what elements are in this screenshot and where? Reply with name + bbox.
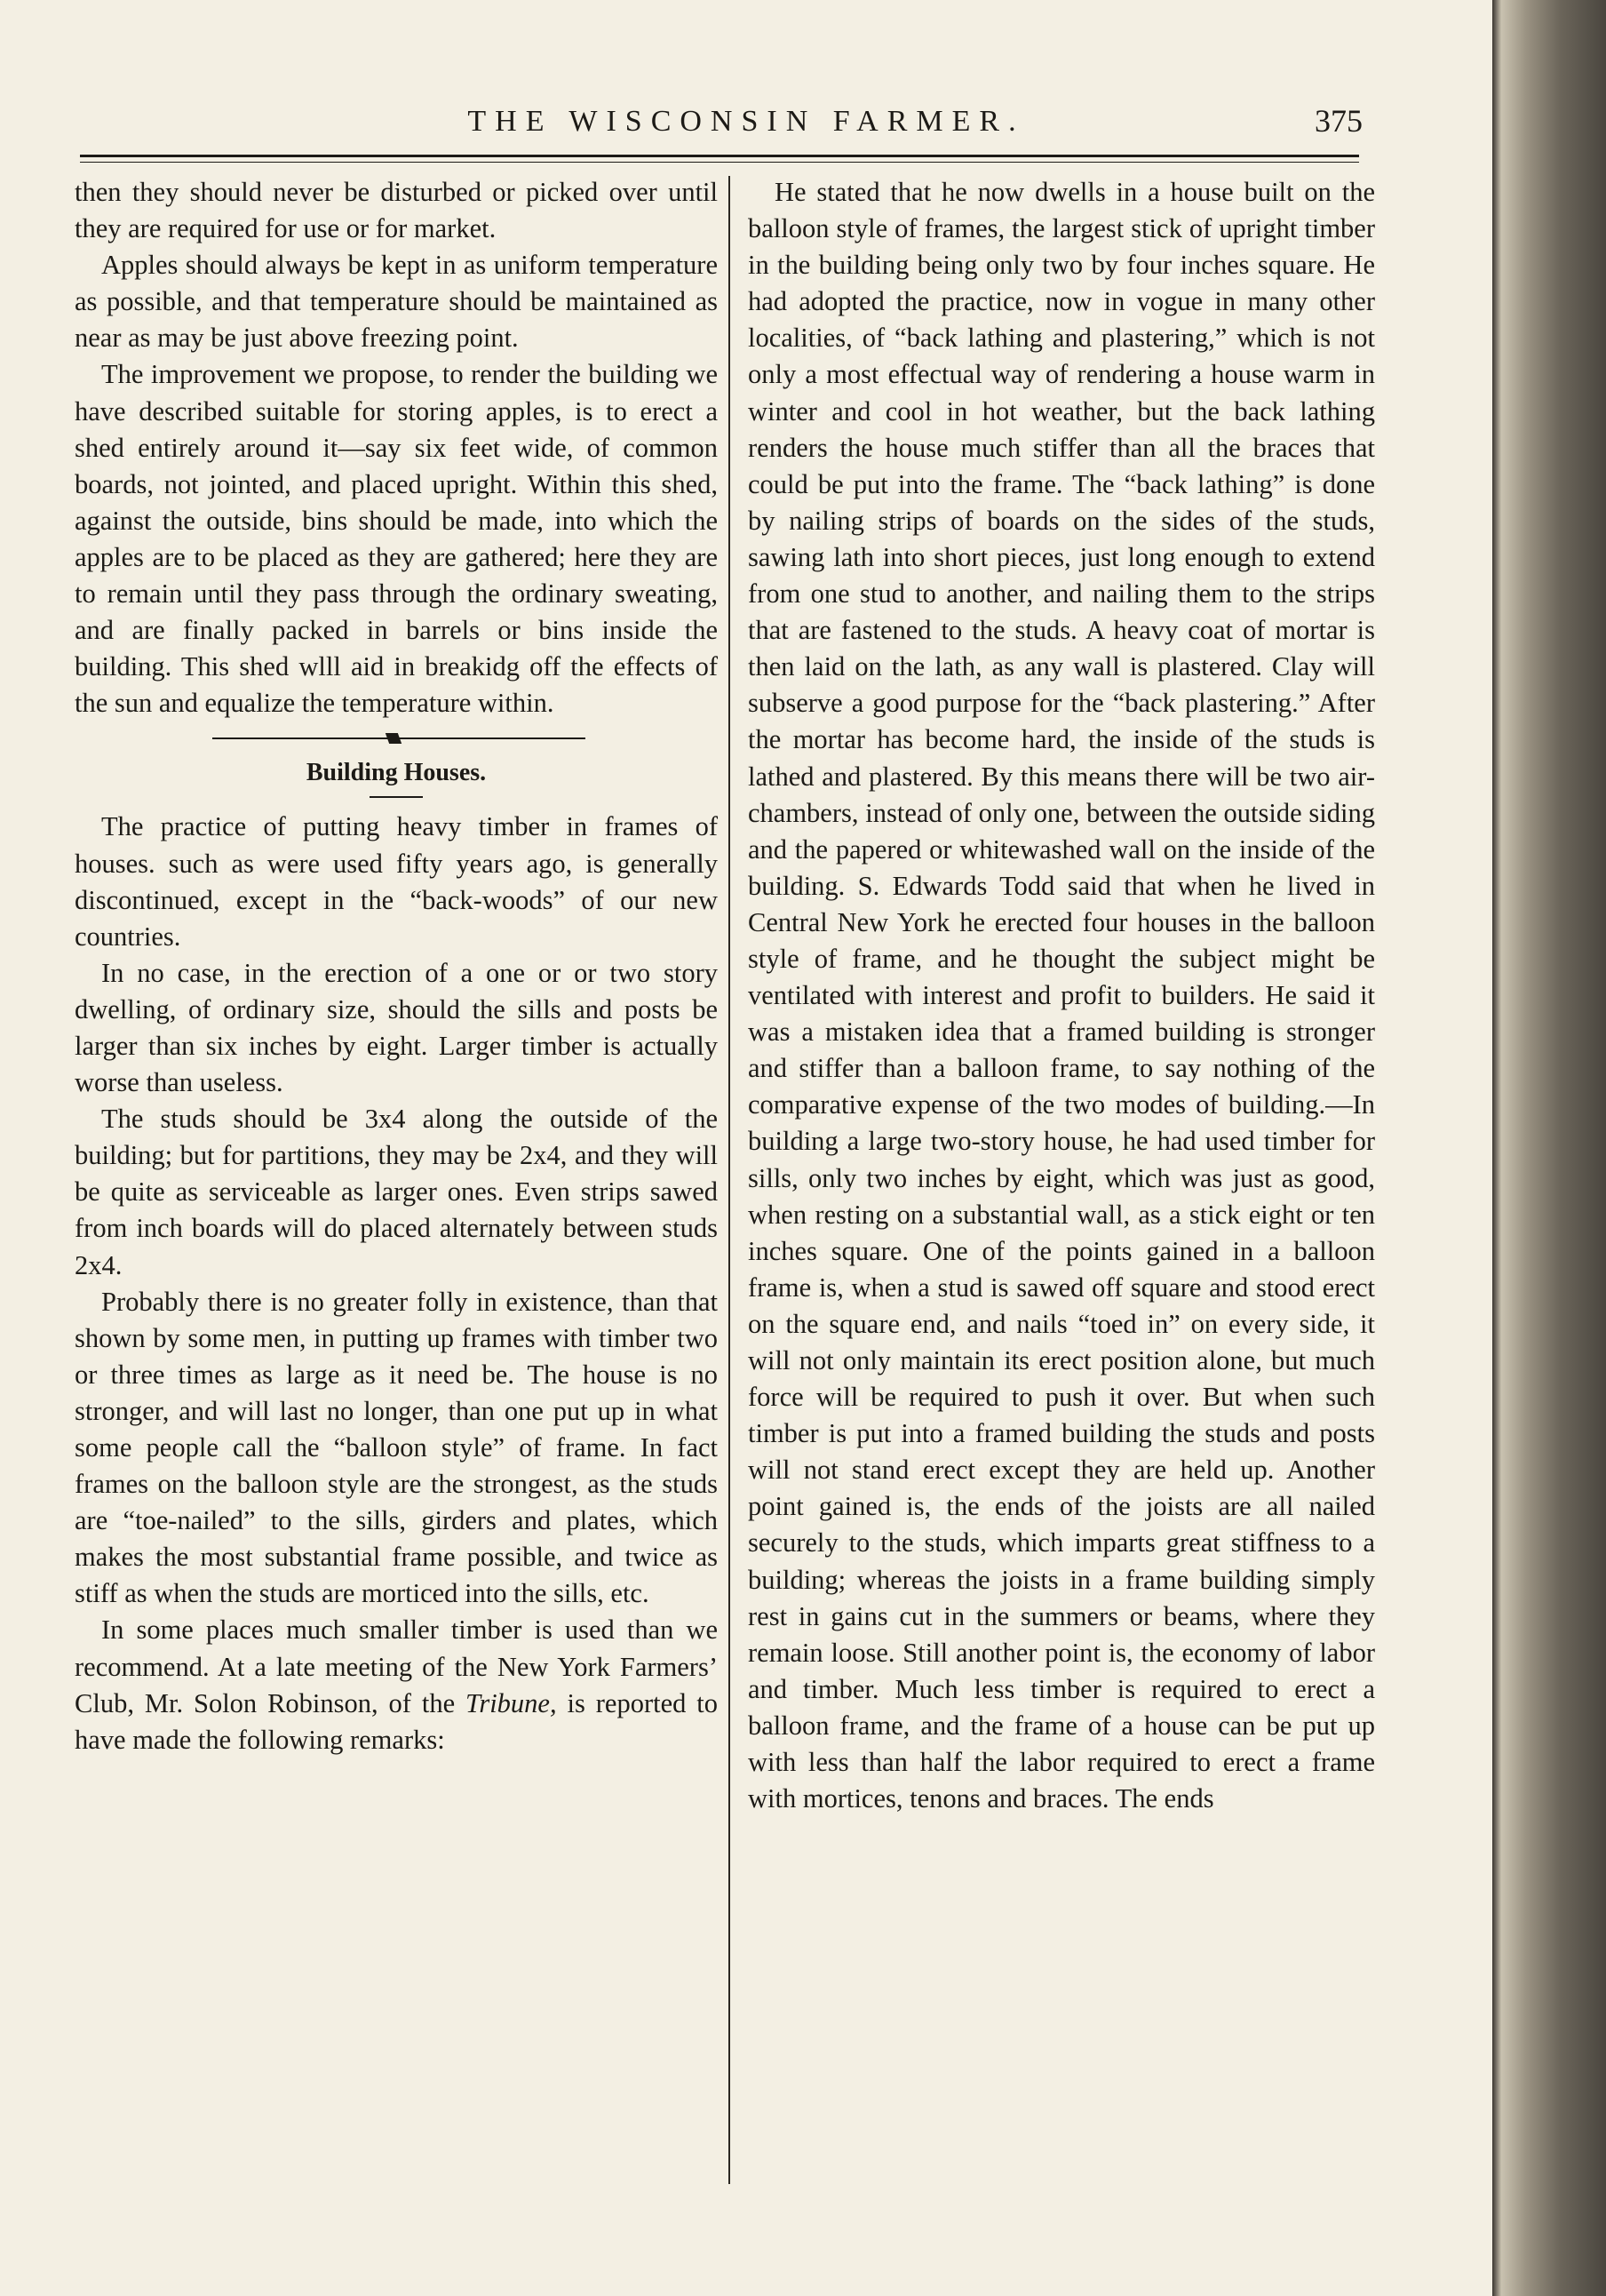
section-heading: Building Houses. — [306, 759, 487, 787]
right-column — [748, 174, 1375, 1817]
paragraph: The practice of putting heavy timber in frames of houses. such as were used fifty years ago, is generally discontinued, except in the “back-woods” of our new countries. — [75, 811, 718, 952]
paragraph: In no case, in the erection of a one or or two story dwelling, of ordinary size, should the sills and posts be larger than six inches by eight. Larger timber is actually worse than useless. — [75, 957, 718, 1098]
paragraph-with-italic — [75, 1612, 718, 1758]
column-divider — [728, 176, 730, 2184]
heading-underline — [370, 796, 423, 798]
paragraph: Apples should always be kept in as uniform temperature as possible, and that temperature should be maintained as near as may be just above freezing point. — [75, 250, 718, 354]
header-rule-thick — [80, 155, 1359, 157]
paragraph: Probably there is no greater folly in existence, than that shown by some men, in putting up frames with timber two or three times as large as it need be. The house is no stronger, and will last no longer, than one put up in what some people call the “balloon style” of frame. In fact frames on the balloon style are the strongest, as the studs are “toe-nailed” to the sills, girders and plates, which makes the most substantial frame possible, and twice as stiff as when the studs are morticed into the sills, etc. — [75, 1286, 718, 1609]
header-rule-thin — [80, 162, 1359, 163]
running-head: THE WISCONSIN FARMER. — [467, 105, 1025, 138]
paragraph: The studs should be 3x4 along the outside of the building; but for partitions, they may be 2x4, and they will be quite as serviceable as larger ones. Even strips sawed from inch boards will do placed alternately between studs 2x4. — [75, 1104, 718, 1280]
page-number: 375 — [1315, 103, 1363, 139]
paragraph: He stated that he now dwells in a house built on the balloon style of frames, the largest stick of upright timber in the building being only two by four inches square. He had adopted the practice, now in vogue in many other localities, of “back lathing and plastering,” which is not only a most effectual way of rendering a house warm in winter and cool in hot weather, but the back lathing renders the house much stiffer than all the braces that could be put into the frame. The “back lathing” is done by nailing strips of boards on the sides of the studs, sawing lath into short pieces, just long enough to extend from one stud to another, and nailing them to the strips that are fastened to the studs. A heavy coat of mortar is then laid on the lath, as any wall is plastered. Clay will subserve a good purpose for the “back plastering.” After the mortar has become hard, the inside of the studs is lathed and plastered. By this means there will be two air-chambers, instead of only one, between the outside siding and the papered or whitewashed wall on the inside of the building. S. Edwards Todd said that when he lived in Central New York he erected four houses in the balloon style of frame, and he thought the subject might be ventilated with interest and profit to builders. He said it was a mistaken idea that a framed building is stronger and stiffer than a balloon frame, to say nothing of the comparative expense of the two modes of building.—In building a large two-story house, he had used timber for sills, only two inches by eight, which was just as good, when resting on a substantial wall, as a stick eight or ten inches square. One of the points gained in a balloon frame is, when a stud is sawed off square and stood erect on the square end, and nails “toed in” on every side, it will not only maintain its erect position alone, but much force will be required to push it over. But when such timber is put into a framed building the studs and posts will not stand erect except they are held up. Another point gained is, the ends of the joists are all nailed securely to the studs, which imparts great stiffness to a building; whereas the joists in a frame building simply rest in gains cut in the summers or beams, where they remain loose. Still another point is, the economy of labor and timber. Much less timber is required to erect a balloon frame, and the frame of a house can be put up with less than half the labor required to erect a frame with mortices, tenons and braces. The ends — [748, 177, 1375, 1814]
paragraph: The improvement we propose, to render the building we have described suitable for storing apples, is to erect a shed entirely around it—say six feet wide, of common boards, not jointed, and placed upright. Within this shed, against the outside, bins should be made, into which the apples are to be placed as they are gathered; here they are to remain until they pass through the ordinary sweating, and are finally packed in barrels or bins inside the building. This shed wlll aid in breakidg off the effects of the sun and equalize the temperature within. — [75, 359, 718, 719]
separator-ornament — [386, 733, 402, 744]
section-separator — [75, 721, 718, 755]
left-column — [75, 174, 718, 1758]
book-binding-edge — [1492, 0, 1606, 2296]
paragraph: then they should never be disturbed or picked over until they are required for use or for market. — [75, 177, 718, 244]
text-run: is reported to have made the following remarks: — [75, 1687, 719, 1755]
text-run: In some places much smaller timber is used than we recommend. At a late meeting of the New York Farmers’ Club, Mr. Solon Robinson, of the — [75, 1614, 718, 1718]
italic-text: Tribune, — [465, 1687, 557, 1718]
